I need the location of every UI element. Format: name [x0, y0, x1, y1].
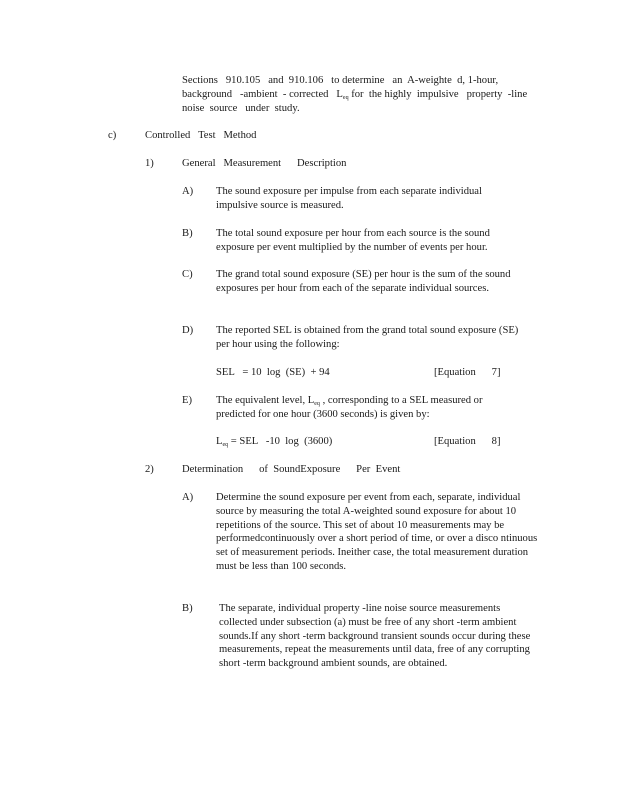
item-1-a-marker: A) — [182, 186, 194, 197]
equation-8-label: [Equation 8] — [434, 436, 501, 447]
item-1-b-marker: B) — [182, 228, 193, 239]
intro-line-1: Sections 910.105 and 910.106 to determine an A-weighte d, 1-hour, — [182, 75, 499, 86]
leq-subscript: eq — [314, 401, 320, 407]
equation-8 — [216, 435, 332, 449]
intro-line-2-b: for the highly impulsive property -line — [348, 88, 528, 100]
item-1-a-text: The sound exposure per impulse from each separate individual impulsive source is measured. — [216, 186, 482, 211]
item-2-b-marker: B) — [182, 603, 193, 614]
leq-subscript: eq — [342, 94, 349, 101]
item-1-c-marker: C) — [182, 269, 193, 280]
item-1-d-marker: D) — [182, 325, 194, 336]
item-2-a-text: Determine the sound exposure per event from each, separate, individual source by measuring the total A-weighted sound exposure for about 10 repetitions of the source. This set of about 10 measurements may be performedcontinuously over a short period of time, or over a disco ntinuous set of measurement periods. Ineither case, the total measurement duration must be less than 100 seconds. — [216, 492, 538, 572]
item-1-c-text: The grand total sound exposure (SE) per hour is the sum of the sound exposures per hour from each of the separate individual sources. — [216, 269, 511, 294]
item-1-e-text — [216, 394, 522, 422]
item-2-b-text: The separate, individual property -line noise source measurements collected under subsection (a) must be free of any short -term ambient sounds.If any short -term background transient sounds occur during these measurements, repeat the measurements until data, free of any corrupting short -term background ambient sounds, are obtained. — [219, 603, 531, 670]
intro-paragraph — [182, 74, 547, 115]
item-1-d-text: The reported SEL is obtained from the grand total sound exposure (SE) per hour using the following: — [216, 325, 519, 350]
intro-line-2 — [182, 88, 547, 102]
item-1-e-marker: E) — [182, 395, 192, 406]
equation-8-b: = SEL -10 log (3600) — [228, 436, 333, 447]
equation-7-label: [Equation 7] — [434, 367, 501, 378]
intro-line-3: noise source under study. — [182, 102, 300, 114]
item-1-e-text-a: The equivalent level, L — [216, 395, 315, 406]
item-2-heading: Determination of SoundExposure Per Event — [182, 464, 401, 475]
section-c-marker: c) — [108, 130, 117, 141]
section-c-heading: Controlled Test Method — [145, 130, 257, 141]
item-2-marker: 2) — [145, 464, 154, 475]
equation-8-a: L — [216, 436, 223, 447]
item-1-heading: General Measurement Description — [182, 158, 347, 169]
intro-line-2-a: background -ambient - corrected L — [182, 88, 343, 100]
item-2-a-marker: A) — [182, 492, 194, 503]
item-1-b-text: The total sound exposure per hour from each source is the sound exposure per event multiplied by the number of events per hour. — [216, 228, 490, 253]
equation-7: SEL = 10 log (SE) + 94 — [216, 367, 330, 378]
leq-subscript: eq — [222, 442, 229, 448]
item-1-e-text-b: , corresponding to a SEL measured or predicted for one hour (3600 seconds) is given by: — [216, 395, 483, 420]
item-1-marker: 1) — [145, 158, 154, 169]
